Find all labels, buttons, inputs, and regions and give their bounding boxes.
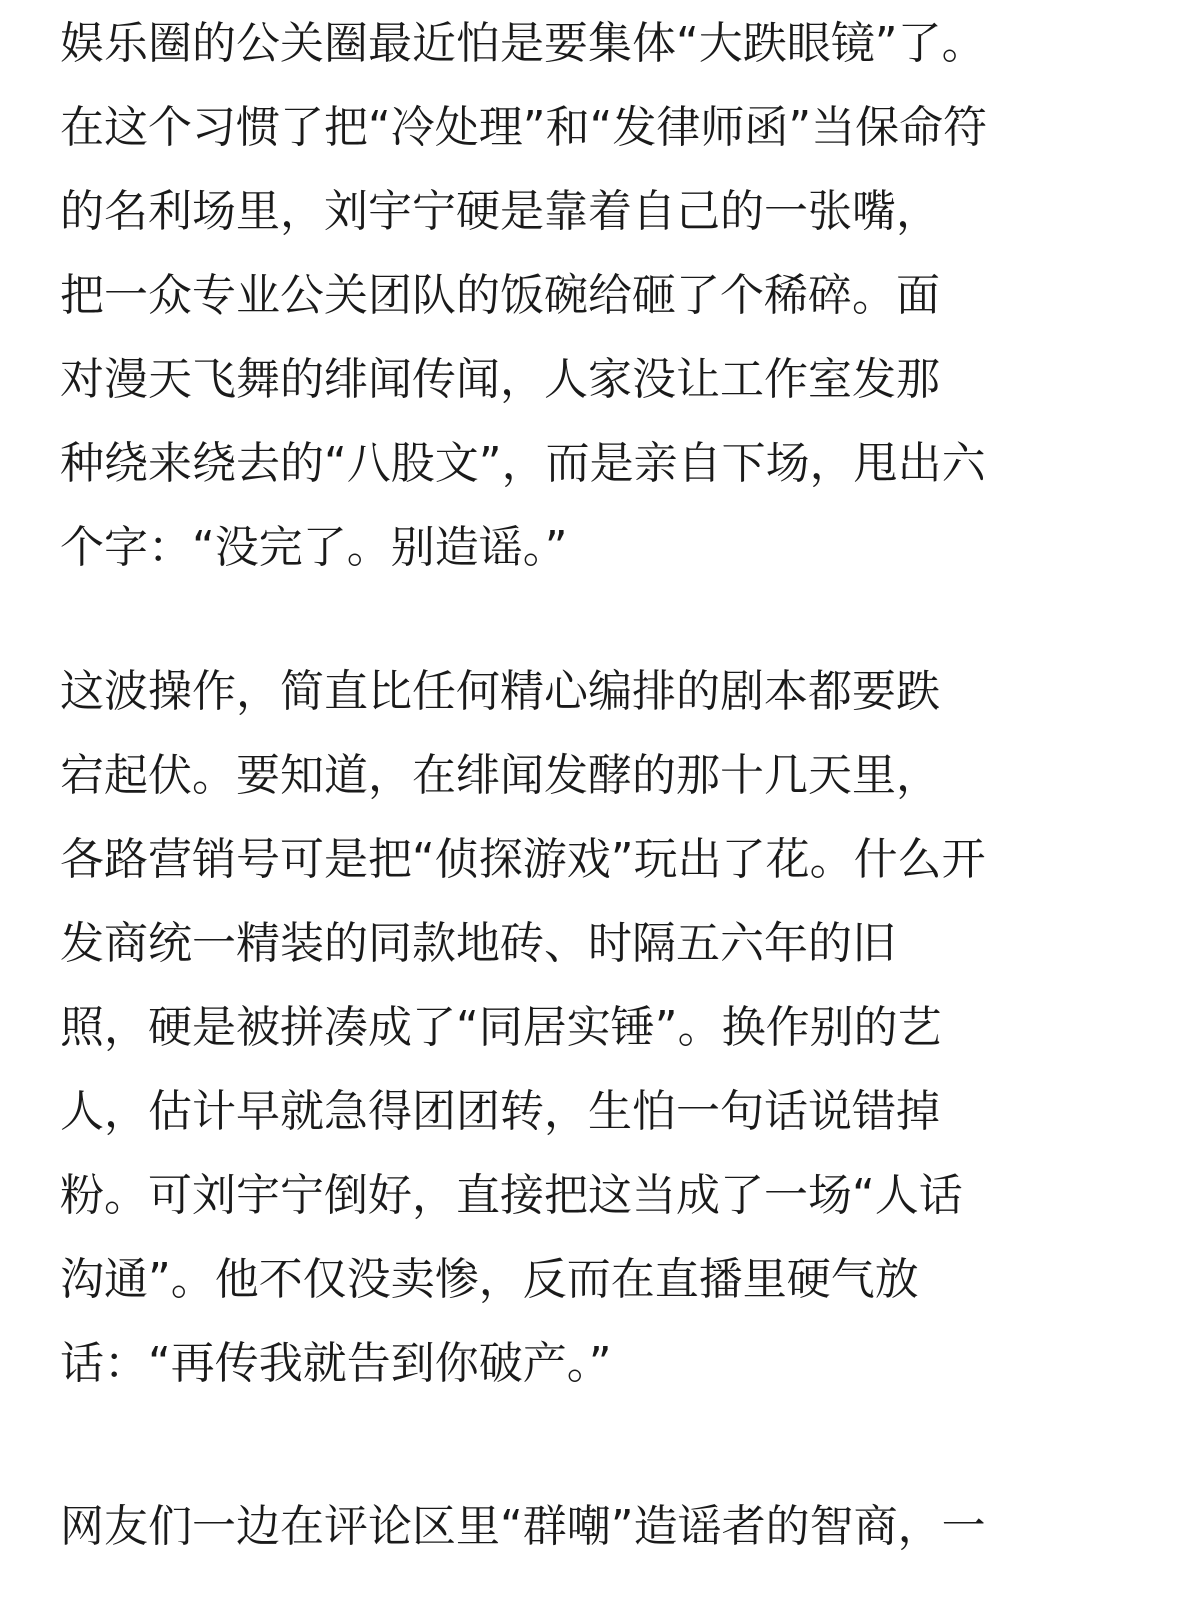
text-line: 粉。可刘宇宁倒好，直接把这当成了一场“人话 [60,1170,963,1221]
text-line: 网友们一边在评论区里“群嘲”造谣者的智商，一 [60,1501,986,1552]
text-line: 把一众专业公关团队的饭碗给砸了个稀碎。面 [60,270,940,321]
text-line: 发商统一精装的同款地砖、时隔五六年的旧 [60,918,896,969]
text-line: 种绕来绕去的“八股文”，而是亲自下场，甩出六 [60,438,986,489]
text-line: 对漫天飞舞的绯闻传闻，人家没让工作室发那 [60,354,940,405]
paragraph-1 [60,2,987,590]
text-line: 照，硬是被拼凑成了“同居实锤”。换作别的艺 [60,1002,942,1053]
text-line: 宕起伏。要知道，在绯闻发酵的那十几天里， [60,750,940,801]
text-line: 这波操作，简直比任何精心编排的剧本都要跌 [60,666,940,717]
text-line: 在这个习惯了把“冷处理”和“发律师函”当保命符 [60,102,988,153]
paragraph-3 [60,1485,986,1569]
text-line: 的名利场里，刘宇宁硬是靠着自己的一张嘴， [60,186,940,237]
text-line: 沟通”。他不仅没卖惨，反而在直播里硬气放 [60,1254,919,1305]
text-line: 话：“再传我就告到你破产。” [60,1338,612,1389]
text-line: 个字：“没完了。别造谣。” [60,522,568,573]
text-line: 人，估计早就急得团团转，生怕一句话说错掉 [60,1086,940,1137]
text-line: 各路营销号可是把“侦探游戏”玩出了花。什么开 [60,834,986,885]
paragraph-2 [60,650,986,1406]
text-line: 娱乐圈的公关圈最近怕是要集体“大跌眼镜”了。 [60,18,986,69]
